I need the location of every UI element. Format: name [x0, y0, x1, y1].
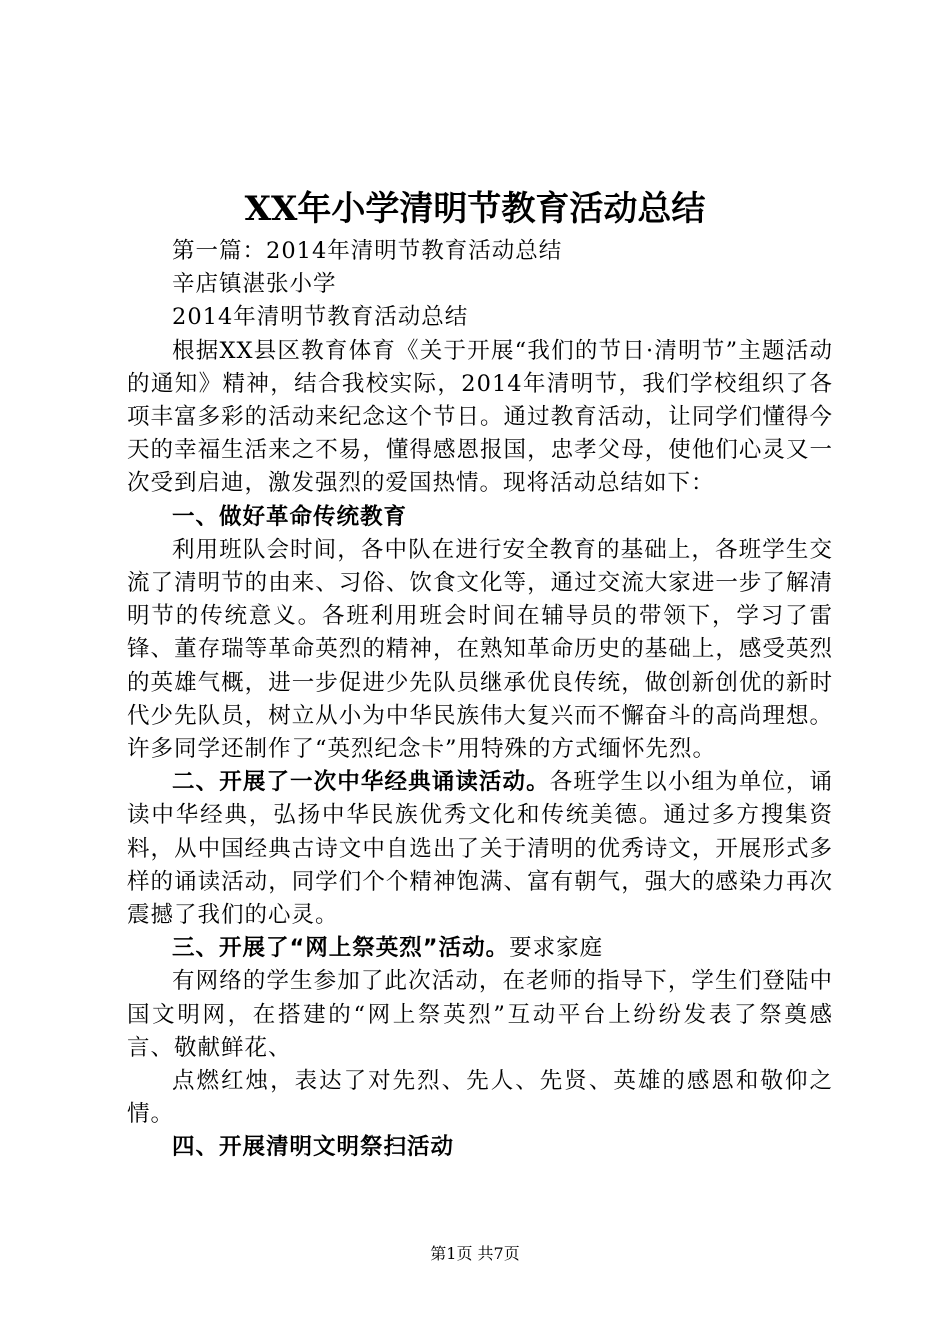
document-title: XX年小学清明节教育活动总结 — [244, 189, 706, 229]
paragraph-chapter-heading: 第一篇：2014年清明节教育活动总结 — [172, 238, 563, 264]
paragraph-introduction: 根据XX县区教育体育《关于开展“我们的节日·清明节”主题活动的通知》精神，结合我校实际，2014年清明节，我们学校组织了各项丰富多彩的活动来纪念这个节日。通过教育活动，让同学们懂得今天的幸福生活来之不易，懂得感恩报国，忠孝父母，使他们心灵又一次受到启迪，激发强烈的爱国热情。现将活动总结如下： — [127, 337, 833, 497]
section-heading-2: 二、开展了一次中华经典诵读活动。 — [172, 769, 550, 796]
document-body — [127, 235, 833, 1165]
page-footer: 第1页 共7页 — [430, 1244, 520, 1263]
section-heading-4: 四、开展清明文明祭扫活动 — [172, 1134, 455, 1161]
section-heading-3: 三、开展了“网上祭英烈”活动。 — [172, 935, 510, 962]
paragraph-school-name: 辛店镇湛张小学 — [172, 271, 337, 298]
section-3-text: 要求家庭 — [509, 935, 604, 962]
paragraph-section-3 — [127, 932, 833, 965]
paragraph-subtitle: 2014年清明节教育活动总结 — [172, 304, 469, 331]
paragraph-section-3-body: 有网络的学生参加了此次活动，在老师的指导下，学生们登陆中国文明网，在搭建的“网上祭英烈”互动平台上纷纷发表了祭奠感言、敬献鲜花、 — [127, 968, 833, 1061]
paragraph-section-3-end: 点燃红烛，表达了对先烈、先人、先贤、英雄的感恩和敬仰之情。 — [127, 1068, 833, 1128]
paragraph-section-1: 利用班队会时间，各中队在进行安全教育的基础上，各班学生交流了清明节的由来、习俗、饮食文化等，通过交流大家进一步了解清明节的传统意义。各班利用班会时间在辅导员的带领下，学习了雷锋、董存瑞等革命英烈的精神，在熟知革命历史的基础上，感受英烈的英雄气概，进一步促进少先队员继承优良传统，做创新创优的新时代少先队员，树立从小为中华民族伟大复兴而不懈奋斗的高尚理想。许多同学还制作了“英烈纪念卡”用特殊的方式缅怀先烈。 — [127, 536, 833, 763]
section-heading-1: 一、做好革命传统教育 — [172, 503, 408, 530]
paragraph-section-2 — [127, 766, 833, 932]
section-2-text: 各班学生以小组为单位，诵读中华经典，弘扬中华民族优秀文化和传统美德。通过多方搜集资料，从中国经典古诗文中自选出了关于清明的优秀诗文，开展形式多样的诵读活动，同学们个个精神饱满、富有朝气，强大的感染力再次震撼了我们的心灵。 — [127, 769, 833, 929]
